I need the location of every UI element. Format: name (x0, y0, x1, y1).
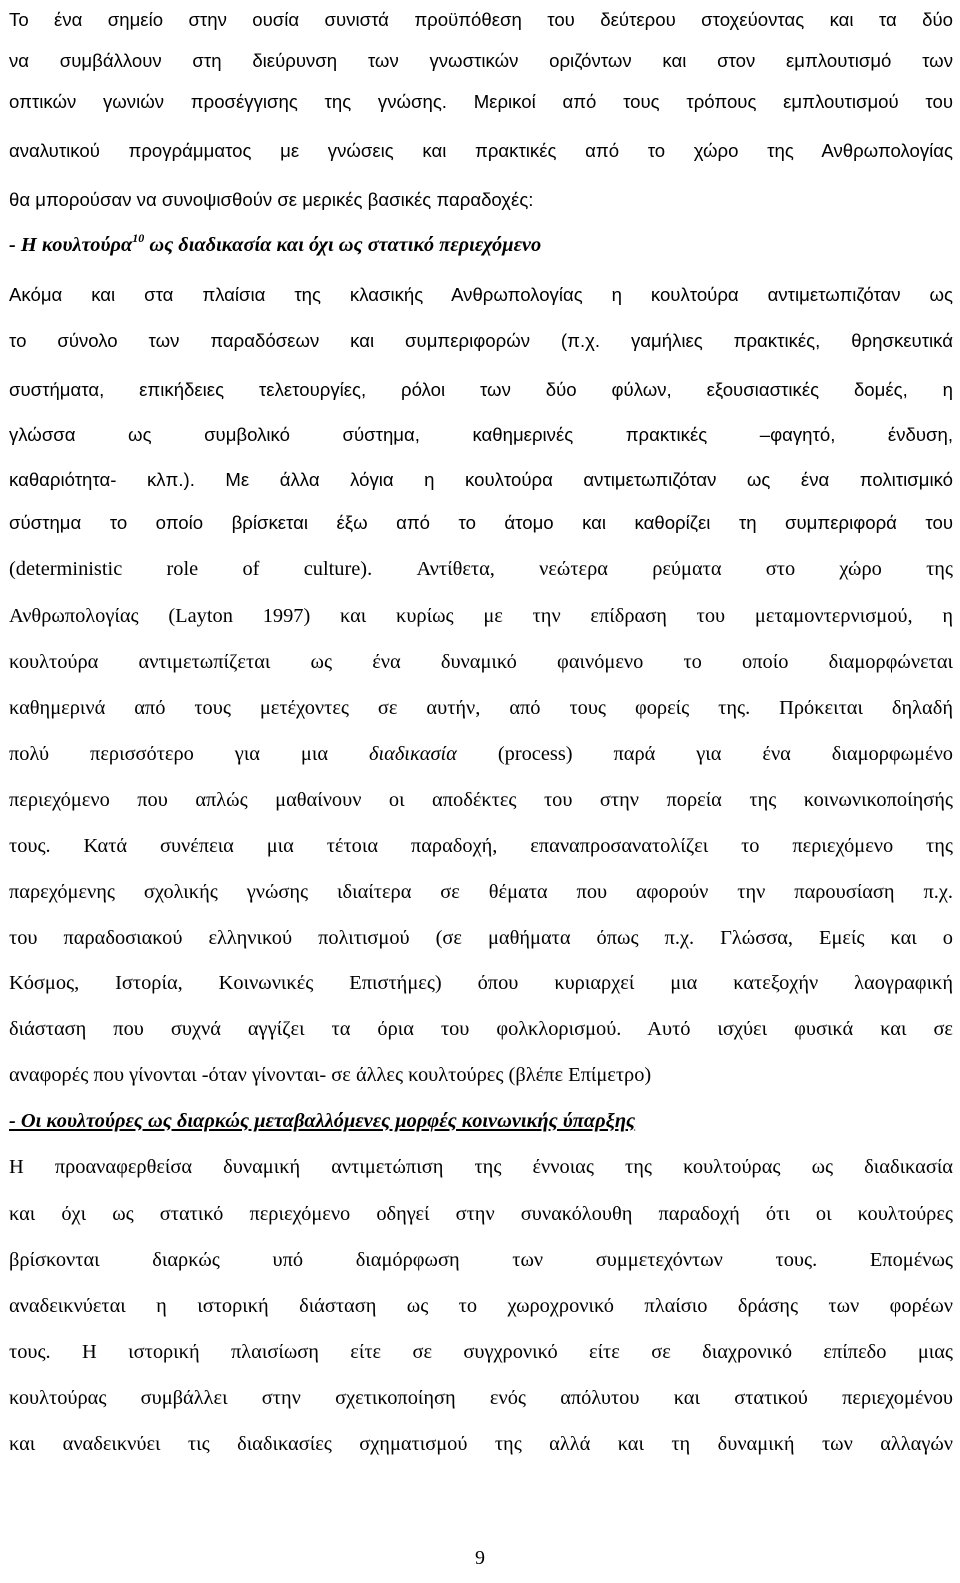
text-line: κουλτούρας συμβάλλει στην σχετικοποίηση ενός απόλυτου και στατικού περιεχομένου (9, 1387, 953, 1409)
text-line: καθαριότητα- κλπ.). Με άλλα λόγια η κουλτούρα αντιμετωπιζόταν ως ένα πολιτισμικό (9, 469, 953, 490)
section-heading (9, 1106, 953, 1136)
text-line: κουλτούρα αντιμετωπίζεται ως ένα δυναμικό φαινόμενο το οποίο διαμορφώνεται (9, 651, 953, 673)
text-line: σύστημα το οποίο βρίσκεται έξω από το άτομο και καθορίζει τη συμπεριφορά του (9, 512, 953, 533)
heading-text: - Η κουλτούρα (9, 234, 133, 256)
text-line (9, 739, 953, 769)
footnote-marker: 10 (132, 231, 145, 245)
text-line: καθημερινά από τους μετέχοντες σε αυτήν, από τους φορείς της. Πρόκειται δηλαδή (9, 697, 953, 719)
text-line: αναλυτικού προγράμματος με γνώσεις και πρακτικές από το χώρο της Ανθρωπολογίας (9, 140, 953, 161)
text-line: τους. Η ιστορική πλαισίωση είτε σε συγχρονικό είτε σε διαχρονικό επίπεδο μιας (9, 1341, 953, 1363)
heading-text: ως διαδικασία και όχι ως στατικό περιεχόμενο (144, 234, 542, 256)
section-heading (9, 230, 953, 260)
text-line: αναδεικνύεται η ιστορική διάσταση ως το χωροχρονικό πλαίσιο δράσης των φορέων (9, 1295, 953, 1317)
page-number: 9 (475, 1547, 485, 1569)
text-line: συστήματα, επικήδειες τελετουργίες, ρόλοι των δύο φύλων, εξουσιαστικές δομές, η (9, 379, 953, 400)
text-line: παρεχόμενης σχολικής γνώσης ιδιαίτερα σε θέματα που αφορούν την παρουσίαση π.χ. (9, 881, 953, 903)
text-line: βρίσκονται διαρκώς υπό διαμόρφωση των συμμετεχόντων τους. Επομένως (9, 1249, 953, 1271)
text-line: περιεχόμενο που απλώς μαθαίνουν οι αποδέκτες του στην πορεία της κοινωνικοποίησής (9, 789, 953, 811)
text-line: αναφορές που γίνονται -όταν γίνονται- σε άλλες κουλτούρες (βλέπε Επίμετρο) (9, 1064, 652, 1086)
text-line: Ακόμα και στα πλαίσια της κλασικής Ανθρωπολογίας η κουλτούρα αντιμετωπιζόταν ως (9, 284, 953, 305)
text-line: και όχι ως στατικό περιεχόμενο οδηγεί στην συνακόλουθη παραδοχή ότι οι κουλτούρες (9, 1203, 953, 1225)
text-line: και αναδεικνύει τις διαδικασίες σχηματισμού της αλλά και τη δυναμική των αλλαγών (9, 1433, 953, 1455)
text-line: Κόσμος, Ιστορία, Κοινωνικές Επιστήμες) όπου κυριαρχεί μια κατεξοχήν λαογραφική (9, 972, 953, 994)
text-run: πολύ περισσότερο για μια (9, 743, 369, 765)
text-line: διάσταση που συχνά αγγίζει τα όρια του φολκλορισμού. Αυτό ισχύει φυσικά και σε (9, 1018, 953, 1040)
text-line: θα μπορούσαν να συνοψισθούν σε μερικές βασικές παραδοχές: (9, 189, 534, 210)
text-line: Το ένα σημείο στην ουσία συνιστά προϋπόθεση του δεύτερου στοχεύοντας και τα δύο (9, 9, 953, 30)
text-run: (process) παρά για ένα διαμορφωμένο (456, 743, 953, 765)
heading-text: - Οι κουλτούρες ως διαρκώς μεταβαλλόμενες μορφές κοινωνικής ύπαρξης (9, 1110, 636, 1132)
text-line: να συμβάλλουν στη διεύρυνση των γνωστικών οριζόντων και στον εμπλουτισμό των (9, 50, 953, 71)
text-line: του παραδοσιακού ελληνικού πολιτισμού (σε μαθήματα όπως π.χ. Γλώσσα, Εμείς και ο (9, 927, 953, 949)
italic-term: διαδικασία (368, 743, 457, 765)
text-line: οπτικών γωνιών προσέγγισης της γνώσης. Μερικοί από τους τρόπους εμπλουτισμού του (9, 91, 953, 112)
text-line: το σύνολο των παραδόσεων και συμπεριφορών (π.χ. γαμήλιες πρακτικές, θρησκευτικά (9, 330, 953, 351)
text-line: γλώσσα ως συμβολικό σύστημα, καθημερινές πρακτικές –φαγητό, ένδυση, (9, 424, 953, 445)
text-line: Η προαναφερθείσα δυναμική αντιμετώπιση της έννοιας της κουλτούρας ως διαδικασία (9, 1156, 953, 1178)
text-line: (deterministic role of culture). Αντίθετα, νεώτερα ρεύματα στο χώρο της (9, 558, 953, 580)
text-line: τους. Κατά συνέπεια μια τέτοια παραδοχή, επαναπροσανατολίζει το περιεχόμενο της (9, 835, 953, 857)
text-line: Ανθρωπολογίας (Layton 1997) και κυρίως με την επίδραση του μεταμοντερνισμού, η (9, 605, 953, 627)
